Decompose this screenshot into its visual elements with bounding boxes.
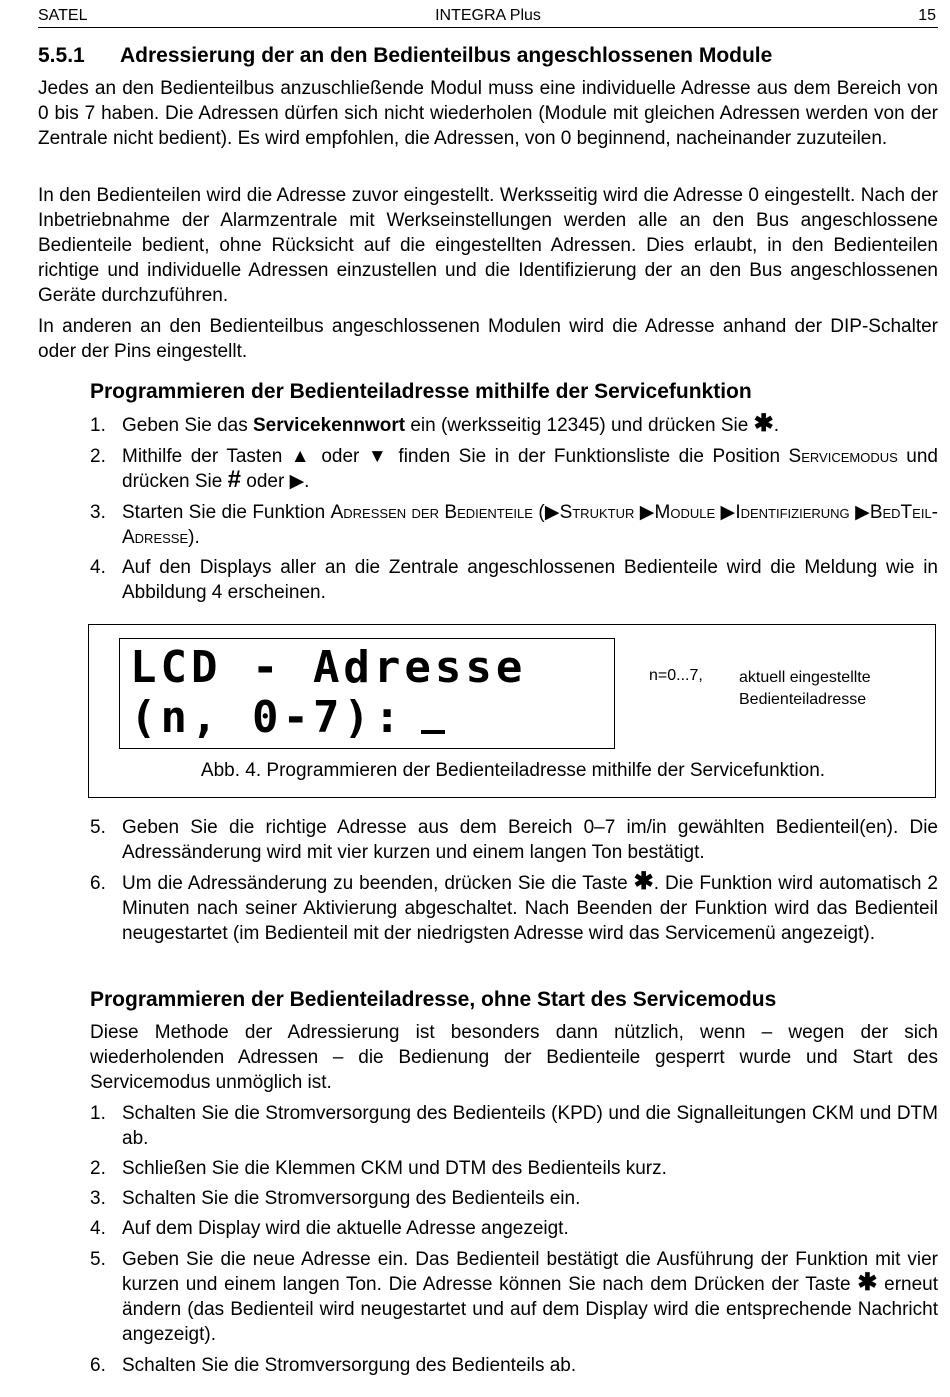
figure-note-range: n=0...7, (649, 667, 703, 684)
step-number: 5. (90, 1249, 106, 1270)
figure-note-text: aktuell eingestellte Bedienteiladresse (739, 669, 871, 708)
step-text: Schalten Sie die Stromversorgung des Bedienteils ein. (122, 1188, 581, 1209)
step-text: Auf dem Display wird die aktuelle Adresse angezeigt. (122, 1218, 569, 1239)
intro-paragraph-3: In anderen an den Bedienteilbus angeschlossenen Modulen wird die Adresse anhand der DIP-Schalter oder der Pins eingestellt. (38, 316, 938, 362)
subheading-without-service-mode: Programmieren der Bedienteiladresse, ohne Start des Servicemodus (90, 988, 777, 1011)
step-number: 5. (90, 817, 106, 838)
step-text: Um die Adressänderung zu beenden, drücken Sie die Taste ✱. Die Funktion wird automatisch 2 Minuten nach seiner Aktivierung abgeschaltet. Nach Beenden der Funktion wird das Bedienteil neugestartet (im Bedienteil mit der niedrigsten Adresse wird das Servicemenü angezeigt). (122, 868, 938, 944)
step-text: Geben Sie die neue Adresse ein. Das Bedienteil bestätigt die Ausführung der Funktion mit vier kurzen und einem langen Ton. Die Adresse können Sie nach dem Drücken der Taste ✱ erneut ändern (das Bedienteil wird neugestartet und auf dem Display wird die entsprechende Nachricht angezeigt). (122, 1249, 938, 1345)
intro-paragraph-2: In den Bedienteilen wird die Adresse zuvor eingestellt. Werksseitig wird die Adresse 0 eingestellt. Nach der Inbetriebnahme der Alarmzentrale mit Werkseinstellungen werden alle an den Bus angeschlossene Bedienteile bedient, ohne Rücksicht auf die eingestellten Adressen. Dies erlaubt, in den Bedienteilen richtige und individuelle Adressen einzustellen und die Identifizierung der an den Bus angeschlossenen Geräte durchzuführen. (38, 185, 938, 306)
step-text: Schließen Sie die Klemmen CKM und DTM des Bedienteils kurz. (122, 1158, 667, 1179)
section-title (38, 44, 772, 68)
step-number: 6. (90, 873, 106, 894)
lcd-display (119, 638, 615, 749)
lcd-cursor (421, 730, 445, 734)
step-text: Geben Sie das Servicekennwort ein (werksseitig 12345) und drücken Sie ✱. (122, 410, 779, 437)
subheading-service-function: Programmieren der Bedienteiladresse mithilfe der Servicefunktion (90, 380, 752, 403)
step-number: 2. (90, 446, 106, 467)
step-number: 6. (90, 1355, 106, 1376)
step-number: 2. (90, 1158, 106, 1179)
step-text: Starten Sie die Funktion Adressen der Bedienteile (▶Struktur ▶Module ▶Identifizierung ▶BedTeil-Adresse). (122, 502, 939, 548)
figure-4 (88, 624, 936, 798)
star-key-icon: ✱ (633, 868, 654, 895)
step-text: Mithilfe der Tasten ▲ oder ▼ finden Sie in der Funktionsliste die Position Servicemodus und drücken Sie # oder ▶. (122, 446, 938, 493)
step-number: 1. (90, 415, 106, 436)
section-number: 5.5.1 (38, 44, 85, 67)
section-title-text: Adressierung der an den Bedienteilbus angeschlossenen Module (120, 44, 773, 67)
page-number: 15 (918, 7, 936, 24)
intro-paragraph-1: Jedes an den Bedienteilbus anzuschließende Modul muss eine individuelle Adresse aus dem Bereich von 0 bis 7 haben. Die Adressen dürfen sich nicht wiederholen (Module mit gleichen Adressen werden von der Zentrale nicht bedient). Es wird empfohlen, die Adressen, von 0 beginnend, nacheinander zuzuteilen. (38, 78, 938, 149)
step-number: 1. (90, 1103, 106, 1124)
star-key-icon: ✱ (753, 410, 774, 437)
page-header (38, 5, 938, 28)
lcd-line-1: LCD - Adresse (130, 642, 527, 693)
step-number: 3. (90, 1188, 106, 1209)
lcd-line-2: (n, 0-7): (130, 692, 405, 743)
star-key-icon: ✱ (857, 1269, 878, 1296)
step-text: Schalten Sie die Stromversorgung des Bedienteils (KPD) und die Signalleitungen CKM und DTM ab. (122, 1103, 938, 1149)
header-brand: SATEL (38, 7, 88, 24)
header-product: INTEGRA Plus (435, 7, 541, 24)
step-number: 3. (90, 502, 106, 523)
step-number: 4. (90, 1218, 106, 1239)
step-text: Auf den Displays aller an die Zentrale angeschlossenen Bedienteile wird die Meldung wie in Abbildung 4 erscheinen. (122, 557, 938, 603)
step-text: Geben Sie die richtige Adresse aus dem Bereich 0–7 im/in gewählten Bedienteil(en). Die Adressänderung wird mit vier kurzen und einem langen Ton bestätigt. (122, 817, 938, 863)
method-intro: Diese Methode der Adressierung ist besonders dann nützlich, wenn – wegen der sich wiederholenden Adressen – die Bedienung der Bedienteile gesperrt wurde und Start des Servicemodus unmöglich ist. (90, 1022, 938, 1093)
hash-key-icon: # (227, 466, 241, 493)
step-text: Schalten Sie die Stromversorgung des Bedienteils ab. (122, 1355, 577, 1376)
step-number: 4. (90, 557, 106, 578)
figure-caption: Abb. 4. Programmieren der Bedienteiladresse mithilfe der Servicefunktion. (200, 760, 826, 781)
